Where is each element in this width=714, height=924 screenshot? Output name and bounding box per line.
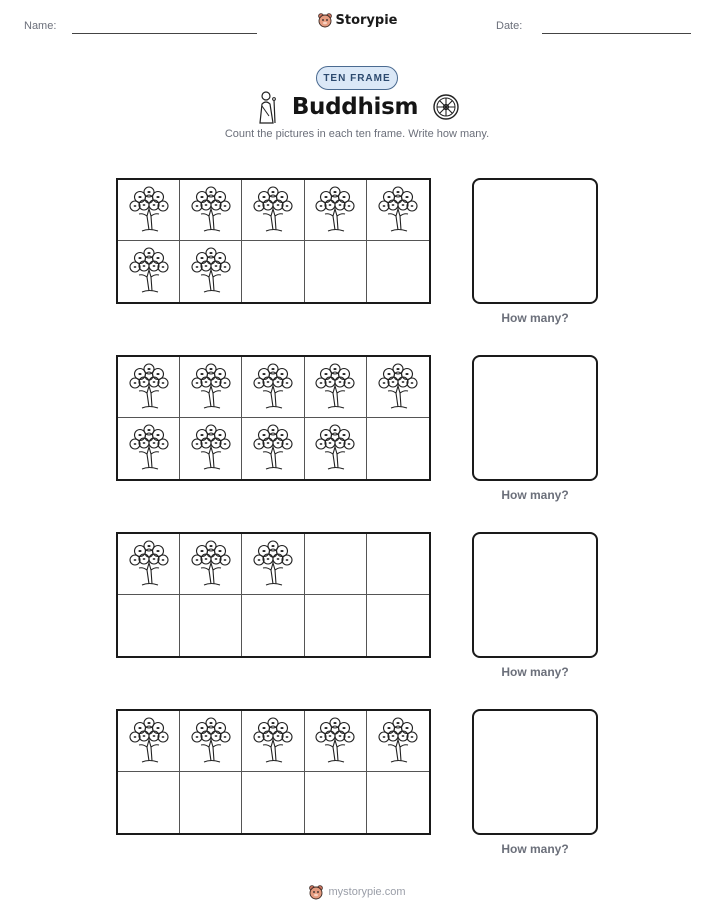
ten-frame-cell (367, 711, 429, 772)
bodhi-tree-icon (251, 537, 295, 592)
ten-frame-cell (242, 418, 304, 479)
bear-mascot-icon (317, 12, 333, 28)
ten-frame-cell (180, 418, 242, 479)
ten-frame-cell (367, 357, 429, 418)
ten-frame-cell (242, 772, 304, 833)
bodhi-tree-icon (189, 421, 233, 476)
bodhi-tree-icon (313, 360, 357, 415)
ten-frame-2 (116, 355, 431, 481)
bodhi-tree-icon (376, 714, 420, 769)
bodhi-tree-icon (251, 421, 295, 476)
name-line[interactable] (72, 33, 257, 34)
ten-frame-cell (242, 534, 304, 595)
bodhi-tree-icon (313, 714, 357, 769)
ten-frame-cell (118, 711, 180, 772)
title-row (0, 90, 714, 124)
ten-frame-cell (305, 534, 367, 595)
ten-frame-cell (367, 241, 429, 302)
monk-icon (254, 90, 278, 124)
how-many-label-1: How many? (501, 311, 569, 325)
bodhi-tree-icon (189, 537, 233, 592)
bodhi-tree-icon (313, 183, 357, 238)
bodhi-tree-icon (189, 244, 233, 299)
ten-frame-cell (180, 534, 242, 595)
ten-frame-cell (118, 772, 180, 833)
answer-box-4[interactable] (472, 709, 598, 835)
ten-frame-cell (305, 241, 367, 302)
brand-name: Storypie (335, 12, 398, 28)
ten-frame-cell (180, 711, 242, 772)
ten-frame-cell (305, 357, 367, 418)
bodhi-tree-icon (127, 421, 171, 476)
bodhi-tree-icon (189, 360, 233, 415)
ten-frame-cell (180, 772, 242, 833)
worksheet-type-badge: TEN FRAME (316, 66, 398, 90)
bodhi-tree-icon (127, 360, 171, 415)
bodhi-tree-icon (251, 360, 295, 415)
ten-frame-cell (305, 595, 367, 656)
name-label: Name: (24, 20, 57, 32)
ten-frame-cell (242, 241, 304, 302)
page-title: Buddhism (291, 94, 419, 120)
ten-frame-4 (116, 709, 431, 835)
ten-frame-cell (367, 772, 429, 833)
ten-frame-cell (305, 418, 367, 479)
bodhi-tree-icon (189, 183, 233, 238)
ten-frame-cell (180, 357, 242, 418)
how-many-label-3: How many? (501, 665, 569, 679)
instructions: Count the pictures in each ten frame. Write how many. (224, 128, 490, 140)
ten-frame-cell (367, 534, 429, 595)
ten-frame-cell (242, 595, 304, 656)
brand-logo (0, 12, 714, 28)
bodhi-tree-icon (127, 714, 171, 769)
ten-frame-cell (180, 180, 242, 241)
ten-frame-cell (118, 180, 180, 241)
ten-frame-1 (116, 178, 431, 304)
ten-frame-cell (242, 180, 304, 241)
ten-frame-cell (305, 772, 367, 833)
bodhi-tree-icon (251, 714, 295, 769)
ten-frame-cell (118, 241, 180, 302)
ten-frame-cell (305, 711, 367, 772)
answer-box-3[interactable] (472, 532, 598, 658)
date-label: Date: (496, 20, 523, 32)
ten-frame-cell (118, 357, 180, 418)
bodhi-tree-icon (313, 421, 357, 476)
ten-frame-cell (118, 595, 180, 656)
how-many-label-2: How many? (501, 488, 569, 502)
bodhi-tree-icon (127, 244, 171, 299)
ten-frame-cell (242, 357, 304, 418)
bodhi-tree-icon (376, 360, 420, 415)
bodhi-tree-icon (127, 537, 171, 592)
ten-frame-cell (118, 534, 180, 595)
ten-frame-cell (305, 180, 367, 241)
footer-site: mystorypie.com (328, 886, 406, 898)
footer (0, 884, 714, 900)
ten-frame-cell (180, 241, 242, 302)
how-many-label-4: How many? (501, 842, 569, 856)
ten-frame-cell (367, 418, 429, 479)
ten-frame-cell (118, 418, 180, 479)
ten-frame-3 (116, 532, 431, 658)
ten-frame-cell (180, 595, 242, 656)
bodhi-tree-icon (189, 714, 233, 769)
dharma-wheel-icon (432, 93, 460, 121)
ten-frame-cell (367, 180, 429, 241)
answer-box-2[interactable] (472, 355, 598, 481)
ten-frame-cell (242, 711, 304, 772)
bodhi-tree-icon (127, 183, 171, 238)
answer-box-1[interactable] (472, 178, 598, 304)
date-line[interactable] (542, 33, 691, 34)
bear-mascot-icon (308, 884, 324, 900)
bodhi-tree-icon (376, 183, 420, 238)
ten-frame-cell (367, 595, 429, 656)
bodhi-tree-icon (251, 183, 295, 238)
